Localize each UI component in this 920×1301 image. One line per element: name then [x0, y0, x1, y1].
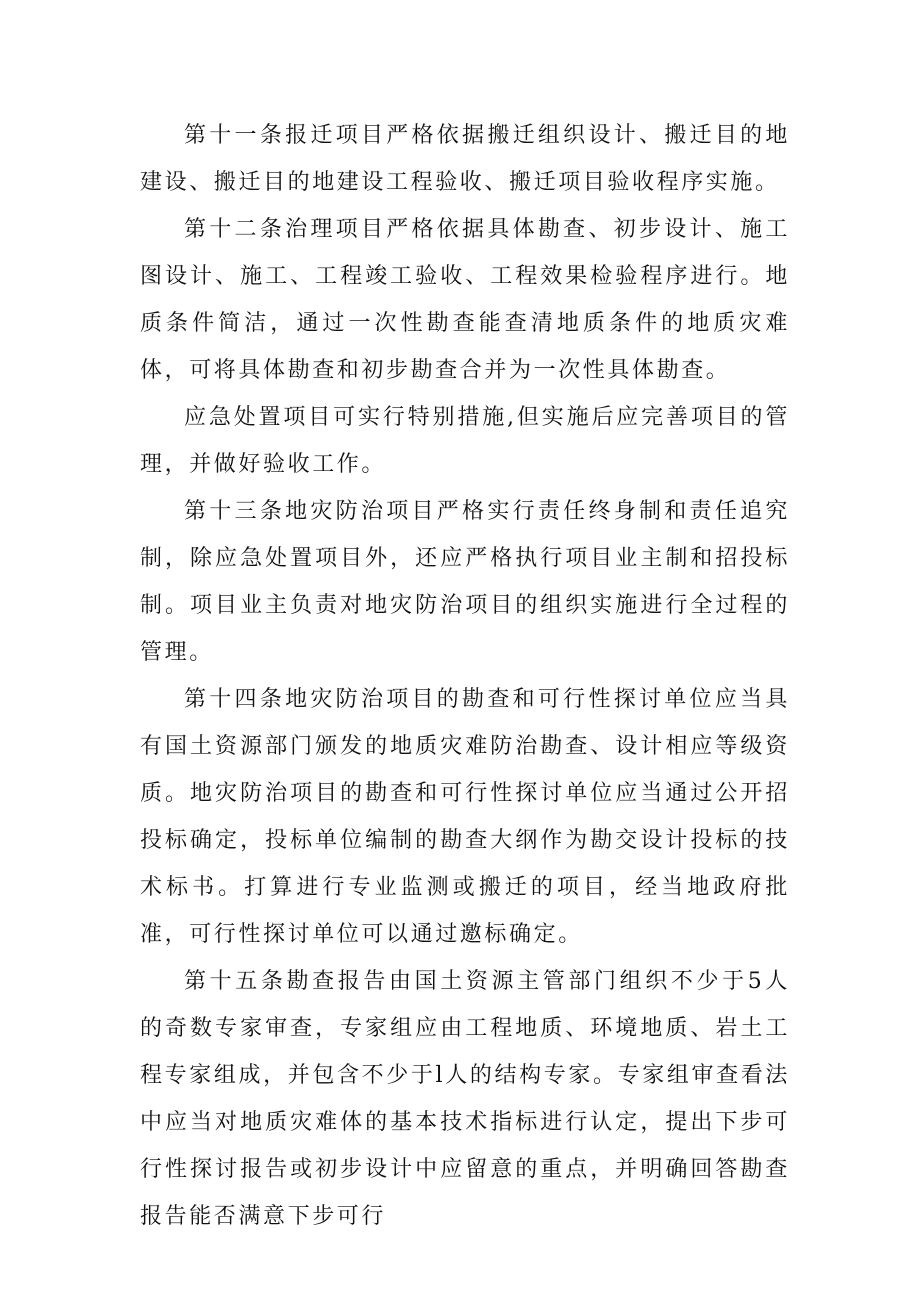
paragraph-article-12: 第十二条治理项目严格依据具体勘查、初步设计、施工图设计、施工、工程竣工验收、工程效果检验程序进行。地质条件简洁，通过一次性勘查能查清地质条件的地质灾难体，可将具体勘查和初步勘查合并为一次性具体勘查。: [140, 217, 790, 383]
paragraph-article-14: 第十四条地灾防治项目的勘查和可行性探讨单位应当具有国土资源部门颁发的地质灾难防治勘查、设计相应等级资质。地灾防治项目的勘查和可行性探讨单位应当通过公开招投标确定，投标单位编制的勘查大纲作为勘交设计投标的技术标书。打算进行专业监测或搬迁的项目，经当地政府批准，可行性探讨单位可以通过邀标确定。: [140, 687, 790, 947]
paragraph-emergency-handling: 应急处置项目可实行特别措施,但实施后应完善项目的管理，并做好验收工作。: [140, 405, 790, 477]
paragraph-article-11: 第十一条报迁项目严格依据搬迁组织设计、搬迁目的地建设、搬迁目的地建设工程验收、搬迁项目验收程序实施。: [140, 123, 790, 195]
paragraph-article-15: 第十五条勘查报告由国土资源主管部门组织不少于5人的奇数专家审查，专家组应由工程地质、环境地质、岩土工程专家组成，并包含不少于l人的结构专家。专家组审查看法中应当对地质灾难体的基本技术指标进行认定，提出下步可行性探讨报告或初步设计中应留意的重点，并明确回答勘查报告能否满意下步可行: [140, 969, 790, 1229]
document-body: [140, 112, 790, 1240]
paragraph-article-13: 第十三条地灾防治项目严格实行责任终身制和责任追究制，除应急处置项目外，还应严格执行项目业主制和招投标制。项目业主负责对地灾防治项目的组织实施进行全过程的管理。: [140, 499, 790, 665]
